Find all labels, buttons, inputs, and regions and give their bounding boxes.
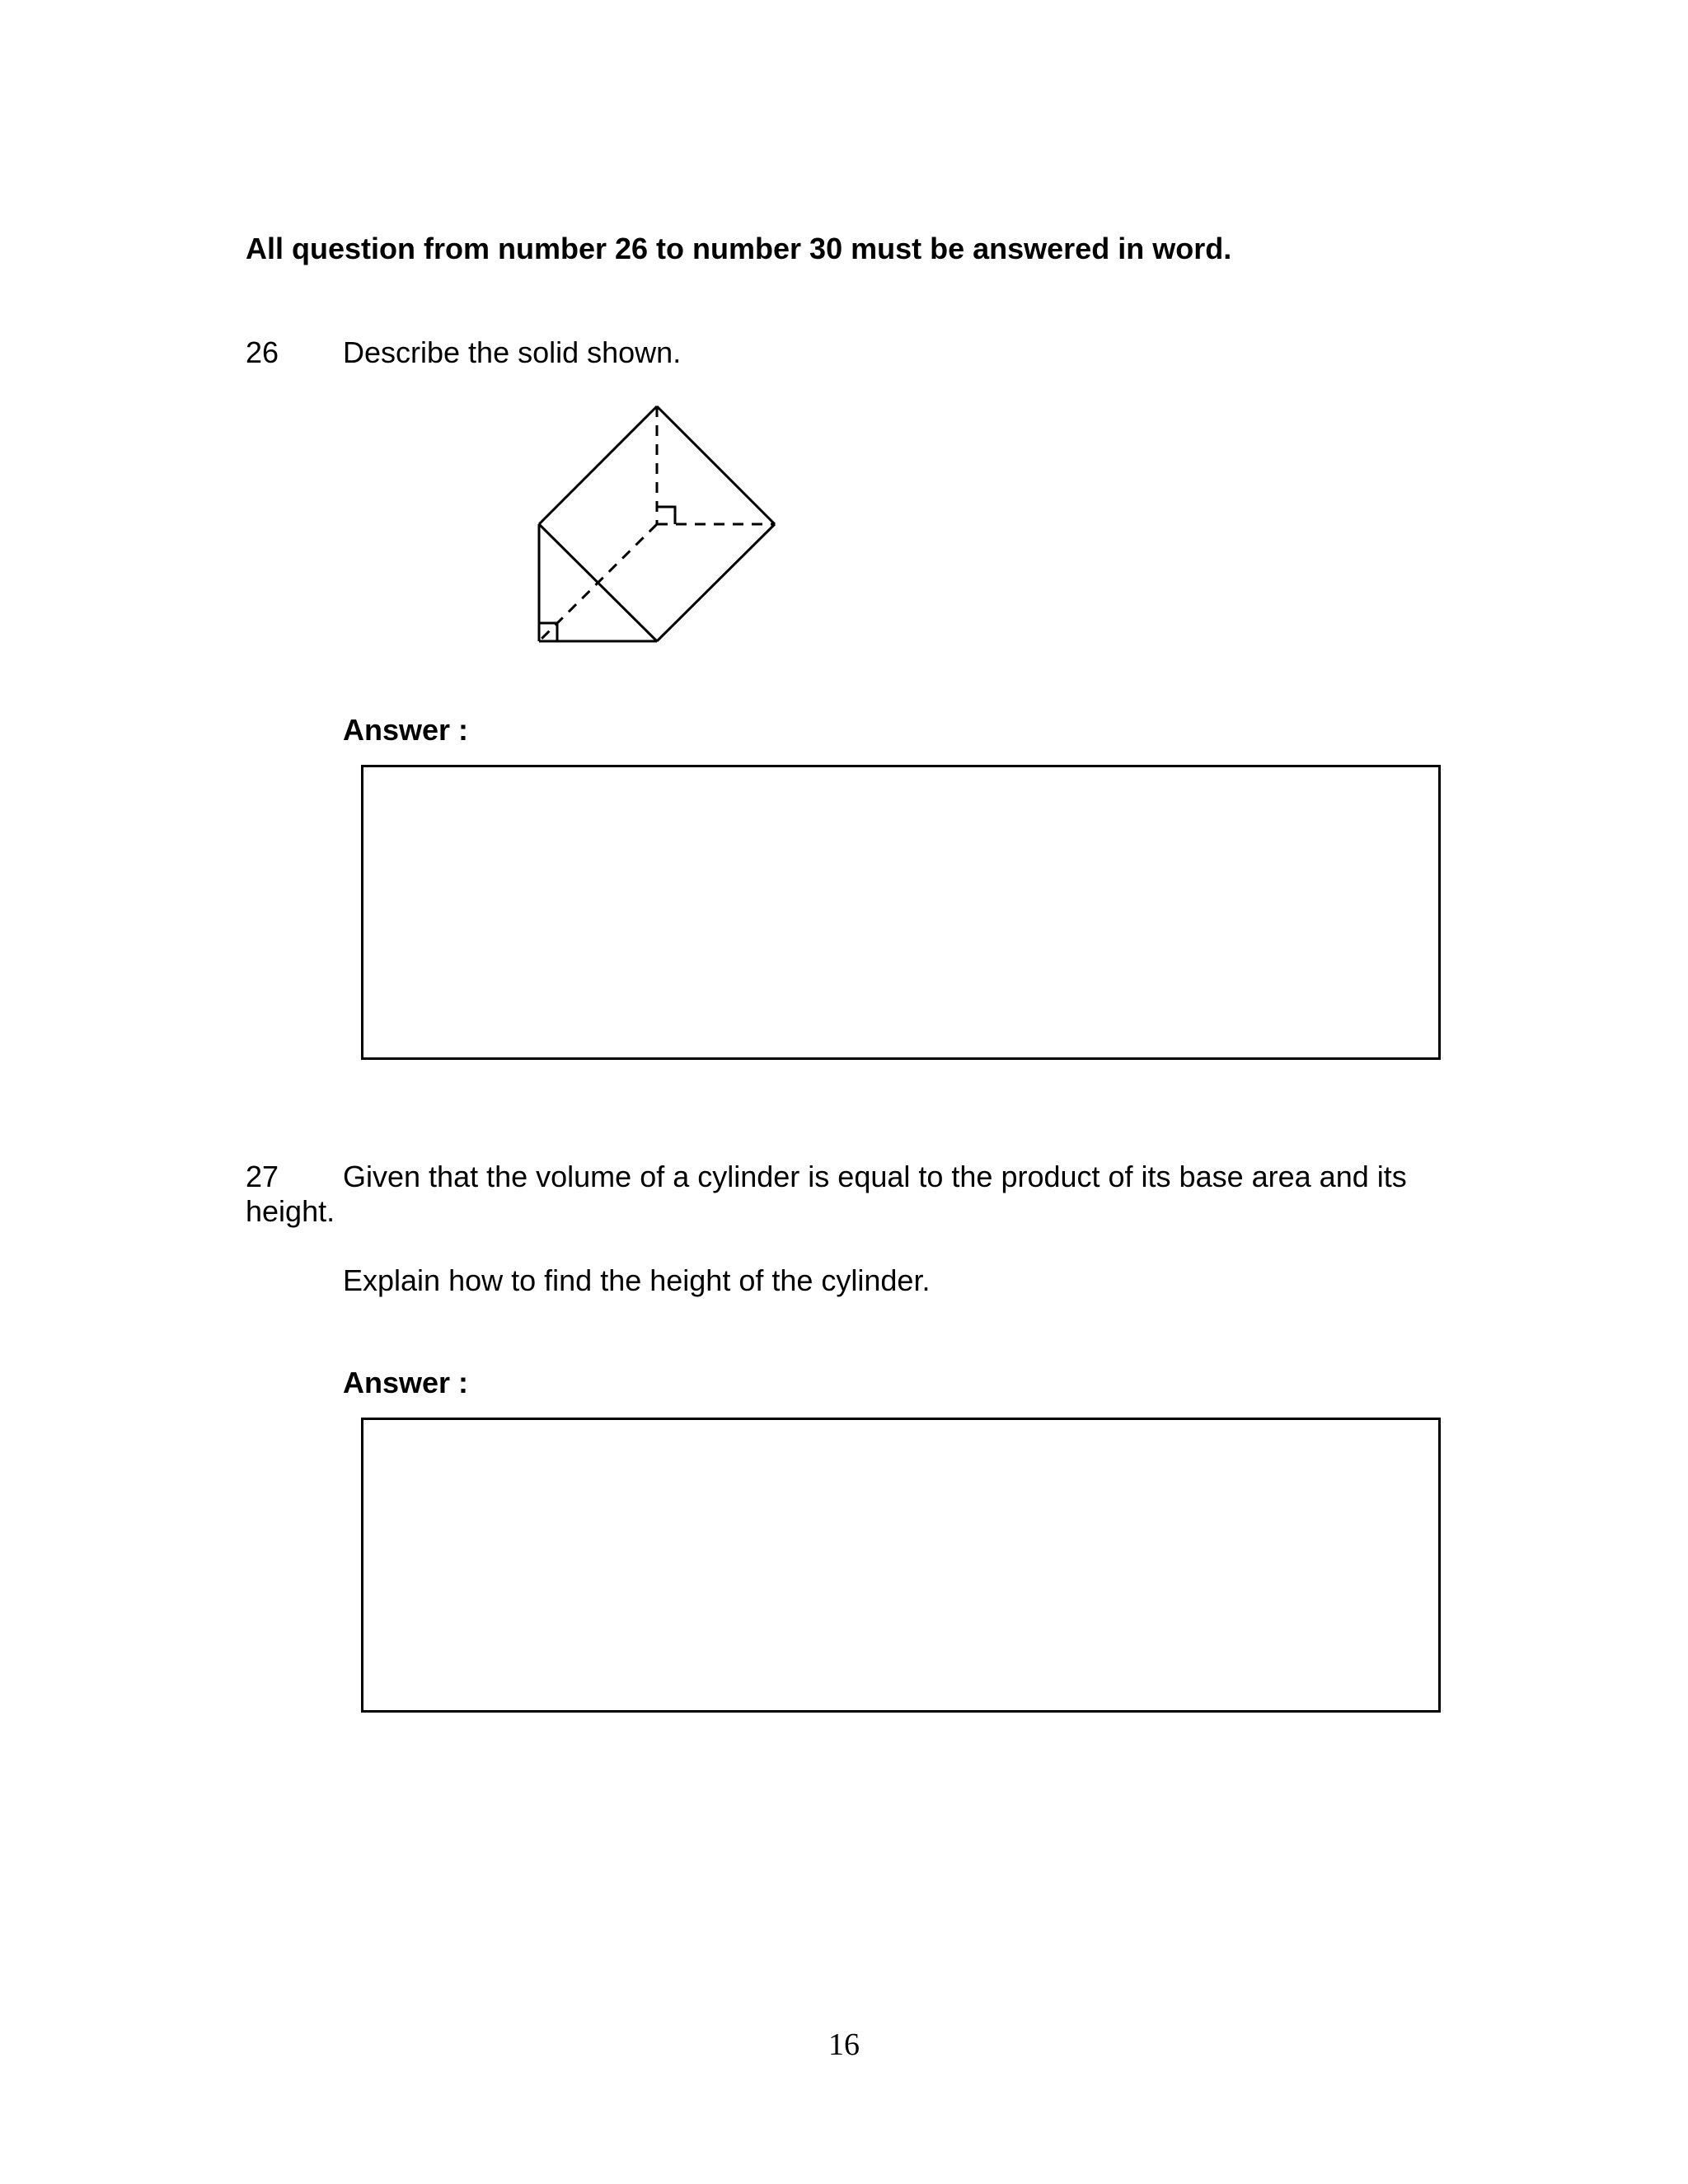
right-angle-marker (657, 507, 675, 524)
prism-edge (657, 524, 775, 641)
question-27-answer-box[interactable] (361, 1418, 1441, 1713)
question-27-text-line3: Explain how to find the height of the cylinder. (343, 1263, 931, 1297)
prism-edge (539, 406, 657, 524)
instruction-text: All question from number 26 to number 30 must be answered in word. (246, 232, 1232, 265)
question-26-answer-box[interactable] (361, 765, 1441, 1060)
question-26-number: 26 (246, 335, 279, 369)
question-27-text-line1: Given that the volume of a cylinder is equal to the product of its base area and its (343, 1160, 1407, 1193)
page-number: 16 (828, 2027, 860, 2062)
question-26-text: Describe the solid shown. (343, 335, 682, 369)
question-27-answer-label: Answer : (343, 1366, 469, 1399)
question-26-answer-label: Answer : (343, 713, 469, 747)
question-27-number: 27 (246, 1160, 279, 1193)
question-27-text-line2: height. (246, 1194, 335, 1228)
triangular-prism-figure (528, 396, 791, 651)
